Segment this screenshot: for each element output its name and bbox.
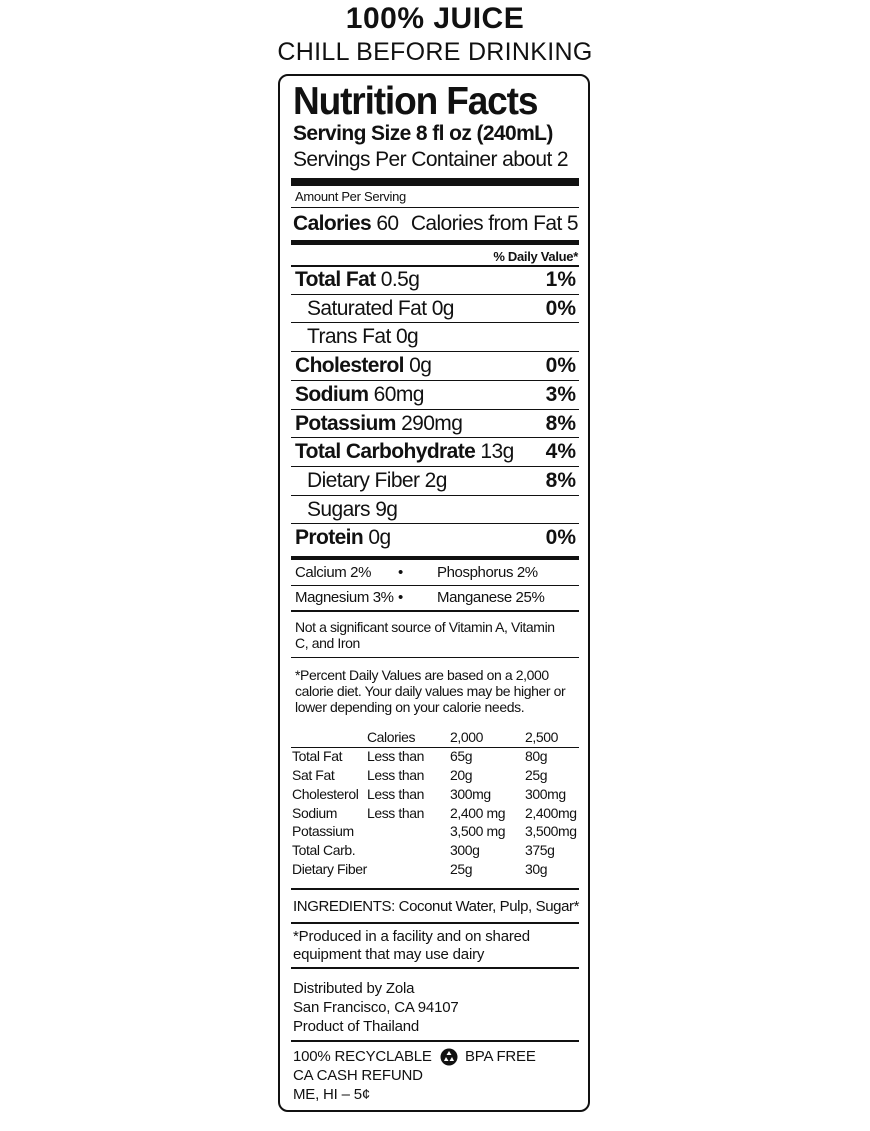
dv-table-cell: 3,500 mg xyxy=(449,823,506,840)
dv-table-row xyxy=(292,822,585,841)
dv-table-cell: 300mg xyxy=(449,785,491,802)
dv-table-cell: Sodium xyxy=(292,804,338,821)
nutrient-divider xyxy=(291,294,579,295)
nutrient-name: Cholesterol xyxy=(295,354,404,378)
dv-header-cell: Calories xyxy=(366,729,416,746)
nutrient-divider xyxy=(291,409,579,410)
nutrient-label xyxy=(307,469,447,493)
nutrient-daily-value: 1% xyxy=(545,268,576,291)
calories-label: Calories xyxy=(293,212,372,235)
dv-table-cell: 300g xyxy=(449,842,480,859)
nutrient-name: Potassium xyxy=(295,411,396,435)
nutrient-daily-value: 3% xyxy=(545,382,576,406)
dv-table-cell: 300mg xyxy=(524,785,566,802)
nutrient-daily-value: 8% xyxy=(545,468,576,492)
dv-table-cell: Sat Fat xyxy=(292,766,335,783)
nutrient-daily-value: 4% xyxy=(545,440,576,464)
dv-table-cell: 3,500mg xyxy=(524,823,577,840)
vitamin-manganese: Manganese 25% xyxy=(437,589,545,606)
nutrient-daily-value: 0% xyxy=(545,296,576,320)
vitamin-phosphorus: Phosphorus 2% xyxy=(437,564,538,581)
nutrient-label xyxy=(295,354,431,378)
nutrient-amount: 9g xyxy=(375,497,398,521)
dv-table-cell: 20g xyxy=(449,766,473,783)
dv-table-row xyxy=(292,841,585,860)
header-subtitle: CHILL BEFORE DRINKING xyxy=(277,38,593,66)
nutrient-row xyxy=(291,440,579,468)
nutrient-amount: 0.5g xyxy=(380,268,420,291)
bullet-separator: • xyxy=(398,564,403,581)
daily-value-table xyxy=(292,728,585,878)
nutrient-name: Sodium xyxy=(295,382,369,406)
nutrient-name: Dietary Fiber xyxy=(307,468,420,492)
nutrient-name: Trans Fat xyxy=(307,325,391,349)
thin-divider-note xyxy=(291,657,579,658)
nutrient-amount: 60mg xyxy=(373,382,424,406)
medium-divider xyxy=(291,240,579,245)
dv-table-cell xyxy=(367,822,450,841)
nutrient-daily-value: 0% xyxy=(545,354,576,378)
thin-divider-footer xyxy=(291,1040,579,1042)
dv-table-cell: Potassium xyxy=(292,823,354,840)
dv-table-cell: Less than xyxy=(366,804,425,821)
distributor-address: San Francisco, CA 94107 xyxy=(293,999,459,1016)
nutrient-daily-value: 0% xyxy=(545,526,576,550)
dv-table-cell: Less than xyxy=(366,748,425,765)
nutrient-daily-value: 8% xyxy=(545,411,576,435)
distributor-name: Distributed by Zola xyxy=(293,980,415,997)
nutrient-row xyxy=(291,526,579,554)
thin-divider-vit xyxy=(291,585,579,586)
dv-table-row xyxy=(292,747,585,766)
nutrient-name: Sugars xyxy=(307,497,370,521)
dv-table-cell: 80g xyxy=(524,748,548,765)
nutrient-divider xyxy=(291,380,579,381)
nutrient-label xyxy=(307,325,418,349)
dv-table-header-rule xyxy=(291,747,579,748)
nutrient-amount: 0g xyxy=(395,325,419,349)
dv-table-cell: 2,400 mg xyxy=(449,804,506,821)
vitamin-calcium: Calcium 2% xyxy=(295,564,372,581)
nutrient-name: Protein xyxy=(295,526,364,550)
thick-divider xyxy=(291,178,579,186)
nutrient-label xyxy=(295,412,462,436)
nutrient-divider xyxy=(291,466,579,467)
dv-table-cell: 375g xyxy=(524,842,555,859)
nutrient-name: Total Carbohydrate xyxy=(295,440,476,464)
daily-value-header: % Daily Value* xyxy=(493,249,578,264)
nutrient-row xyxy=(291,412,579,440)
dv-table-row xyxy=(292,784,585,803)
nutrient-name: Saturated Fat xyxy=(307,296,427,320)
daily-value-footnote: *Percent Daily Values are based on a 2,000 calorie diet. Your daily values may be higher or lower depending on your calorie needs. xyxy=(295,667,566,715)
dv-table-cell: 65g xyxy=(449,748,473,765)
dv-table-cell: Total Fat xyxy=(292,748,343,765)
dv-table-cell: 25g xyxy=(524,766,548,783)
recyclable-text: 100% RECYCLABLE xyxy=(293,1048,432,1065)
nutrient-name: Total Fat xyxy=(295,268,376,291)
nutrient-divider xyxy=(291,523,579,524)
nutrient-divider xyxy=(291,265,579,267)
dv-header-cell xyxy=(292,728,367,747)
dv-table-cell: Less than xyxy=(366,785,425,802)
nutrient-amount: 13g xyxy=(480,440,514,464)
dv-table-cell: 30g xyxy=(524,860,548,877)
amount-per-serving: Amount Per Serving xyxy=(295,189,406,204)
deposit-text: ME, HI – 5¢ xyxy=(293,1086,370,1103)
dv-table-cell: Less than xyxy=(366,766,425,783)
nutrient-row xyxy=(291,383,579,411)
nutrient-divider xyxy=(291,322,579,323)
dv-table-cell xyxy=(367,841,450,860)
thin-divider xyxy=(291,207,579,208)
nutrient-divider xyxy=(291,495,579,496)
dv-header-cell: 2,000 xyxy=(449,729,483,746)
dv-header-cell: 2,500 xyxy=(524,729,558,746)
nutrient-amount: 0g xyxy=(368,526,391,550)
serving-size: Serving Size 8 fl oz (240mL) xyxy=(293,122,553,145)
nutrient-row xyxy=(291,268,579,296)
dv-table-row xyxy=(292,860,585,879)
dv-table-cell xyxy=(367,860,450,879)
thin-divider-distributor xyxy=(291,967,579,969)
nutrient-label xyxy=(295,383,424,407)
nutrient-row xyxy=(291,325,579,353)
nutrient-row xyxy=(291,297,579,325)
dv-table-body xyxy=(292,747,585,879)
nutrient-divider xyxy=(291,437,579,438)
dv-table-cell: Dietary Fiber xyxy=(292,860,367,877)
not-significant-note: Not a significant source of Vitamin A, Vitamin C, and Iron xyxy=(295,619,555,651)
country-of-origin: Product of Thailand xyxy=(293,1018,420,1035)
dv-table-cell: 25g xyxy=(449,860,473,877)
thin-divider-allergen xyxy=(291,922,579,924)
dv-table-row xyxy=(292,766,585,785)
nutrient-label xyxy=(295,526,391,550)
dv-table-cell: 2,400mg xyxy=(524,804,577,821)
dv-table-cell: Total Carb. xyxy=(292,842,356,859)
calories-from-fat: Calories from Fat 5 xyxy=(410,212,578,235)
calories-row xyxy=(293,212,399,236)
thin-divider-vit-2 xyxy=(291,610,579,612)
nutrient-label xyxy=(307,498,397,522)
cash-refund-text: CA CASH REFUND xyxy=(293,1067,423,1084)
thin-divider-ingredients xyxy=(291,888,579,890)
dv-table-row xyxy=(292,803,585,822)
dv-table-cell: Cholesterol xyxy=(292,785,359,802)
nutrient-row xyxy=(291,354,579,382)
nutrition-facts-title: Nutrition Facts xyxy=(293,80,538,123)
ingredients-text: INGREDIENTS: Coconut Water, Pulp, Sugar* xyxy=(293,898,580,915)
dv-table-header xyxy=(292,728,585,747)
nutrient-divider xyxy=(291,351,579,352)
nutrient-row xyxy=(291,469,579,497)
header-title: 100% JUICE xyxy=(345,2,525,35)
nutrient-label xyxy=(295,268,419,292)
nutrient-amount: 2g xyxy=(424,468,447,492)
medium-divider-2 xyxy=(291,556,579,560)
nutrient-label xyxy=(307,297,454,321)
nutrient-amount: 290mg xyxy=(401,411,463,435)
recycle-icon xyxy=(440,1048,458,1066)
servings-per-container: Servings Per Container about 2 xyxy=(293,148,569,171)
calories-value: 60 xyxy=(376,212,399,235)
vitamin-magnesium: Magnesium 3% xyxy=(295,589,394,606)
bullet-separator: • xyxy=(398,589,403,606)
nutrient-label xyxy=(295,440,514,464)
nutrient-amount: 0g xyxy=(431,296,454,320)
nutrient-amount: 0g xyxy=(409,354,432,378)
bpa-free-text: BPA FREE xyxy=(465,1048,536,1065)
nutrient-row xyxy=(291,498,579,526)
allergen-note: *Produced in a facility and on shared equipment that may use dairy xyxy=(293,928,530,963)
